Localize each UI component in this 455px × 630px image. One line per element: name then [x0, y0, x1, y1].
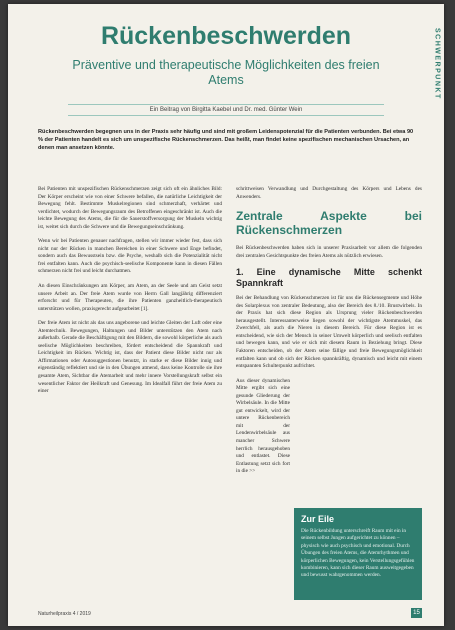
- lead-paragraph: Rückenbeschwerden begegnen uns in der Praxis sehr häufig und sind mit großem Leidenspotenzial für die Patienten verbunden. Bei etwa 90 % der Patienten handelt es sich um unspezifische Rückenschmerzen. Das heißt, man findet keine spezifischen mechanischen Ursachen, an denen man ansetzen könnte.: [38, 129, 414, 151]
- left-column: [38, 186, 222, 403]
- article-subtitle: Präventive und therapeutische Möglichkeiten des freien Atems: [72, 58, 380, 87]
- subsection-heading: 1. Eine dynamische Mitte schenkt Spannkraft: [236, 267, 422, 289]
- body-paragraph: Bei Rückenbeschwerden haben sich in unserer Praxisarbeit vor allem die folgenden drei zentralen Gesichtspunkte des freien Atems als nützlich erwiesen.: [236, 245, 422, 259]
- body-paragraph: schrittweisen Verwandlung und Durchgestaltung des Körpers und Lebens des Anwenders.: [236, 186, 422, 200]
- body-paragraph: Bei Patienten mit unspezifischen Rückenschmerzen zeigt sich oft ein ähnliches Bild: Der Körper erscheint wie von einer Schwere befallen, die natürliche Leichtigkeit der Bewegung fehlt. Bestimmte Muskelregionen sind schmerzhaft, verhärtet und verdichtet, wodurch der Bewegungsraum des Betroffenen eingeschränkt ist. Auch die leichte Bewegung des Atems, die für die Sauerstoffversorgung der Muskeln wichtig ist, weitet sich durch die Schwere und die Bewegungseinschränkung.: [38, 186, 222, 230]
- right-column: [236, 186, 422, 483]
- info-box: [294, 508, 422, 600]
- section-tab-label: SCHWERPUNKT: [433, 28, 441, 100]
- body-paragraph: Wenn wir bei Patienten genauer nachfragen, stellen wir immer wieder fest, dass sich nicht nur der Rücken in manchen Bereichen in einer Schwere und Enge befindet, sondern auch das Bewusstsein bzw. die Psyche, weshalb sich die Potenzialität nicht frei entfalten kann. Auch die psychisch-seelische Komponente kann in diesen Fällen schmerzen nicht frei und leicht durchatmen.: [38, 238, 222, 275]
- page-number: 15: [411, 608, 422, 618]
- article-title: Rückenbeschwerden: [100, 22, 352, 50]
- body-paragraph: An diesen Einschränkungen am Körper, am Atem, an der Seele und am Geist setzt unsere Arbeit an. Der freie Atem wurde von Herrn Gall langjährig differenziert erforscht und für Therapeuten, die ihre Patienten ganzheitlich-therapeutisch unterstützen wollen, praxisgerecht aufgearbeitet [1].: [38, 283, 222, 312]
- body-paragraph: Aus dieser dynamischen Mitte ergibt sich eine gesunde Gliederung der Wirbelsäule. In die Mitte gut entwickelt, wird der untere Rückenbereich mit der Lendenwirbelsäule aus mancher Schwere herrlich herausgehoben und entlastet. Diese Entlastung setzt sich fort in die >>: [236, 377, 290, 475]
- info-box-text: Die Rückenbildung unterschreift Raum mit ein in seinem selbst Jungen aufgerichtet zu können – physisch wie auch psychisch und emotional. Durch Übungen des freien Atems, die Atemrhythmen und körperlichen Bewegungen, kein Verstellungsgefühlen kombinieren, kann sich dieser Raum ausweitgegeben und bewusst wahrgenommen werden.: [301, 528, 415, 579]
- body-paragraph: Bei der Behandlung von Rückenschmerzen ist für uns die Rückensegmente und Höhe des Solarplexus von zentraler Bedeutung, also der Bereich des 8./10. Brustwirbels. In der Praxis hat sich diese Region als Ursprung vieler Rückenbeschwerden herausgestellt. Interessanterweise liegen sowohl der wichtigste Atemmuskel, das Zwerchfell, als auch die Nieren in diesem Bereich. Für diese Region ist es entscheidend, wie sich der Mensch in seiner Umwelt körperlich und seelisch entfalten und bewegen kann, und wie er sich mit diesem Raum in Beziehung bringt. Diese Faktoren entscheiden, ob der Atem seine fällige und freie Bewegungsmöglichkeit entfalten kann und ob sich der Rücken spannkräftig, dynamisch und leicht mit einem entspannten Schulterpunkt aufrichtet.: [236, 295, 422, 370]
- info-box-title: Zur Eile: [301, 514, 335, 524]
- body-paragraph: Der freie Atem ist nicht als das uns angeborene und leichte Gleiten der Luft oder eine Atemtechnik. Bewegungen, Haltungen und Bilder unterstützen den Atem nach außerhalb. Gerade die Beschäftigung mit den Bildern, die sowohl körperliche als auch seelische Möglichkeiten beschreiben, fördert entscheidend die Spannkraft und Leichtigkeit im Rücken. Wichtig ist, dass der Patient diese Bilder nicht nur als Affirmationen oder Autosuggestionen benutzt, in starke er diese Bilder innig und eigenständig reflektiert und sie in den Übungen atmend, dass keine Kontrolle sie ihre gesamte Atem, Sichtbar die Atemarbeit und mehr innere Vorstellungskraft selbst ein wesentlicher Faktor der Heilkraft und Genesung. Im Idealfall führt der freie Atem zu einer: [38, 320, 222, 395]
- magazine-page: [8, 4, 444, 626]
- byline: Ein Beitrag von Birgitta Kaebel und Dr. med. Günter Wein: [68, 104, 384, 116]
- footer: Naturheilpraxis 4 / 2019: [38, 611, 91, 617]
- section-heading: Zentrale Aspekte bei Rückenschmerzen: [236, 209, 422, 238]
